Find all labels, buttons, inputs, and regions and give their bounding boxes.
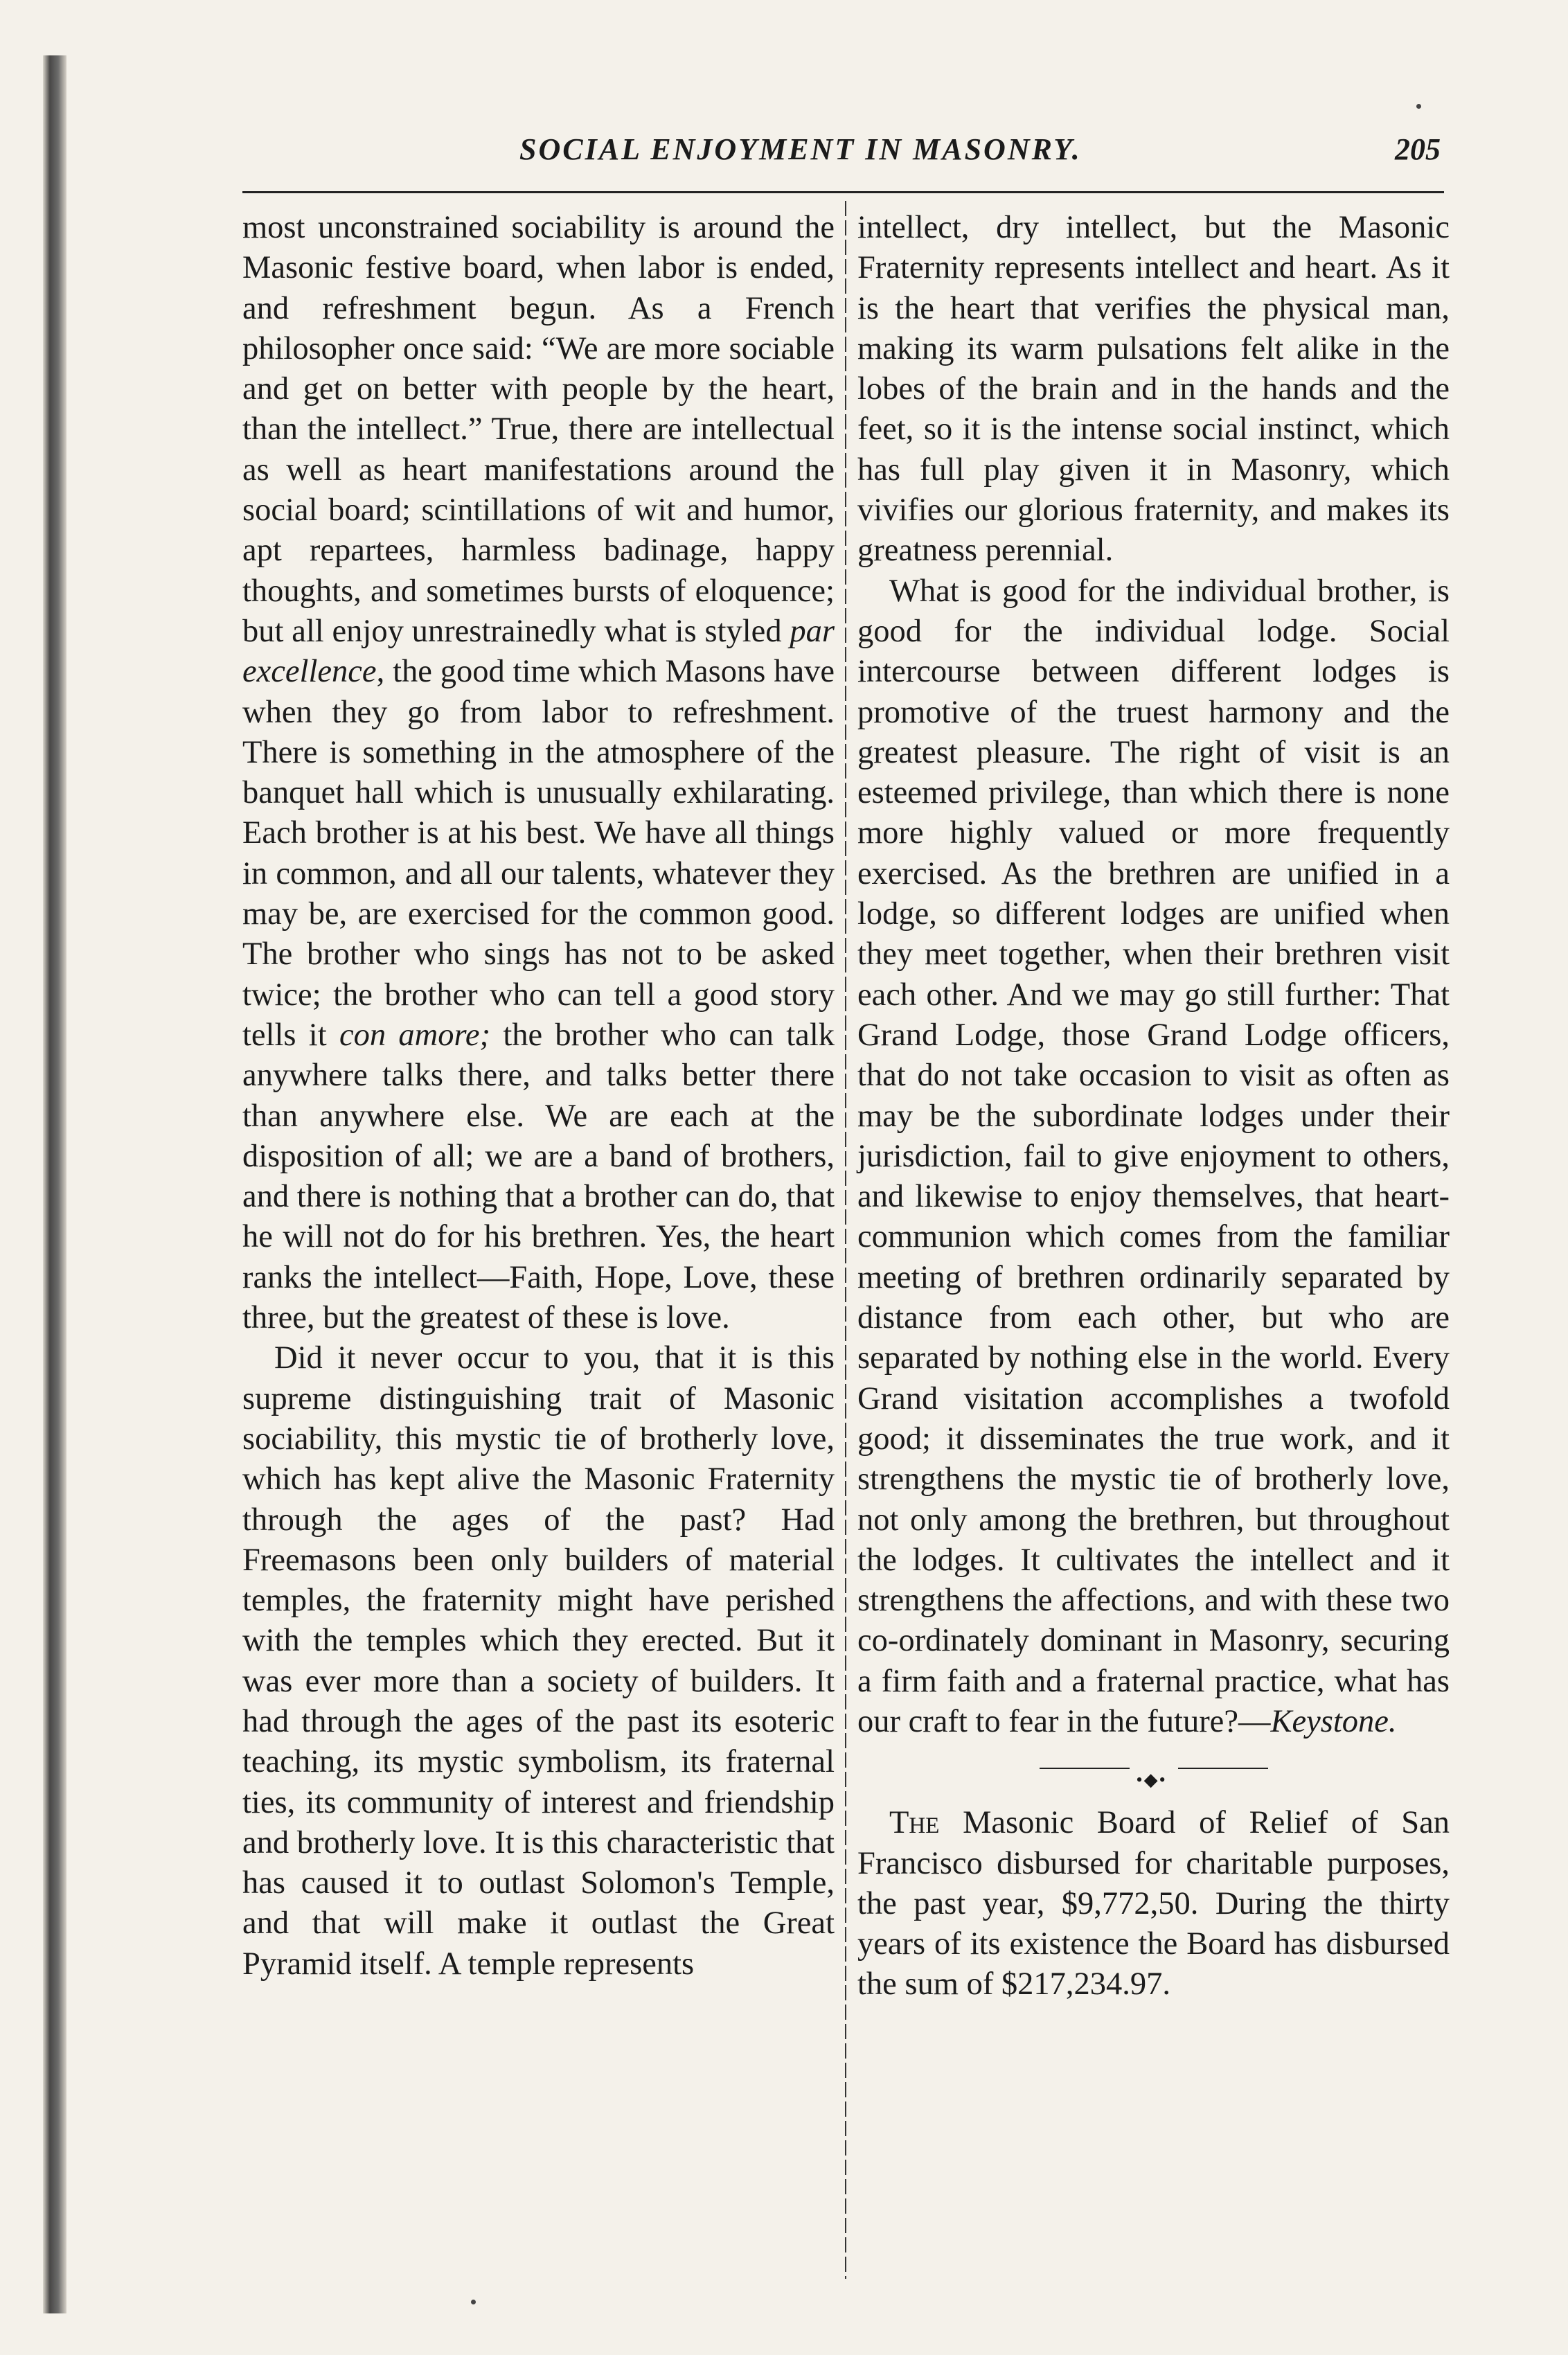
text-run: the brother who can talk anywhere talks there, and talks better there than anywhere else. We are each at the disposition of all; we are a band of brothers, and there is nothing that a brother can do, that he will not do for his brethren. Yes, the heart ranks the intellect—Faith, Hope, Love, these three, but the greatest of these is love. bbox=[242, 1017, 835, 1336]
italic-phrase: con amore; bbox=[339, 1017, 490, 1053]
text-run: most unconstrained sociability is around the Masonic festive board, when labor is ended, and refreshment begun. As a French philosopher once said: “We are more sociable and get on better with people by the heart, than the intellect.” True, there are intellectual as well as heart manifestations around the social board; scintillations of wit and humor, apt repartees, harmless badinage, happy thoughts, and sometimes bursts of eloquence; but all enjoy unrestrainedly what is styled bbox=[242, 210, 835, 649]
right-column bbox=[857, 208, 1450, 2005]
ornament-line-left bbox=[1040, 1768, 1130, 1769]
binding-edge bbox=[43, 55, 66, 2313]
page-number: 205 bbox=[1395, 132, 1441, 166]
left-paragraph-1 bbox=[242, 208, 835, 1338]
right-paragraph-1: intellect, dry intellect, but the Masonic Fraternity represents intellect and heart. As it is the heart that verifies the physical man, making its warm pulsations felt alike in the lobes of the brain and in the hands and the feet, so it is the intense social instinct, which has full play given it in Masonry, which vivifies our glorious fraternity, and makes its greatness perennial. bbox=[857, 210, 1450, 569]
running-header bbox=[235, 132, 1441, 180]
left-column bbox=[242, 208, 835, 1984]
right-paragraph-2 bbox=[857, 571, 1450, 1743]
text-run: Masonic Board of Relief of San Francisco disbursed for charitable purposes, the past year, $9,772,50. During the thirty years of its existence the Board has disbursed the sum of $217,234.97. bbox=[857, 1805, 1450, 2002]
ornament-glyph: •◆• bbox=[1136, 1770, 1167, 1790]
left-paragraph-2: Did it never occur to you, that it is this supreme distinguishing trait of Masonic sociability, this mystic tie of brotherly love, which has kept alive the Masonic Fraternity through the ages of the past? Had Freemasons been only builders of material temples, the fraternity might have perished with the temples which they erected. But it was ever more than a society of builders. It had through the ages of the past its esoteric teaching, its mystic symbolism, its fraternal ties, its community of interest and friendship and brotherly love. It is this characteristic that has caused it to outlast Solomon's Temple, and that will make it outlast the Great Pyramid itself. A temple represents bbox=[242, 1340, 835, 1982]
source-signature: Keystone. bbox=[1270, 1703, 1397, 1739]
italic-phrase: par excellence bbox=[242, 613, 835, 690]
section-ornament bbox=[1040, 1761, 1268, 1790]
text-run: , the good time which Masons have when they go from labor to refreshment. There is something in the atmosphere of the banquet hall which is unusually exhilarating. Each brother is at his best. We have all things in common, and all our talents, whatever they may be, are exercised for the common good. The brother who sings has not to be asked twice; the brother who can tell a good story tells it bbox=[242, 654, 835, 1053]
ornament-line-right bbox=[1178, 1768, 1268, 1769]
print-speck bbox=[1416, 104, 1421, 109]
text-run: What is good for the individual brother, is good for the individual lodge. Social intercourse between different lodges is promotive of the truest harmony and the greatest pleasure. The right of visit is an esteemed privilege, than which there is none more highly valued or more frequently exercised. As the brethren are unified in a lodge, so different lodges are unified when they meet together, when their brethren visit each other. And we may go still further: That Grand Lodge, those Grand Lodge officers, that do not take occasion to visit as often as may be the subordinate lodges under their jurisdiction, fail to give enjoyment to others, and likewise to enjoy themselves, that heart-communion which comes from the familiar meeting of brethren ordinarily separated by distance from each other, but who are separated by nothing else in the world. Every Grand visitation accomplishes a twofold good; it disseminates the true work, and it strengthens the mystic tie of brotherly love, not only among the brethren, but throughout the lodges. It cultivates the intellect and it strengthens the affections, and with these two co-ordinately dominant in Masonry, securing a firm faith and a fraternal practice, what has our craft to fear in the future?— bbox=[857, 573, 1450, 1739]
lead-word: The bbox=[889, 1805, 940, 1841]
column-divider bbox=[845, 201, 846, 2279]
page-title: SOCIAL ENJOYMENT IN MASONRY. bbox=[519, 132, 1082, 166]
right-paragraph-3 bbox=[857, 1803, 1450, 2005]
print-speck bbox=[471, 2300, 476, 2304]
header-rule bbox=[242, 191, 1444, 193]
